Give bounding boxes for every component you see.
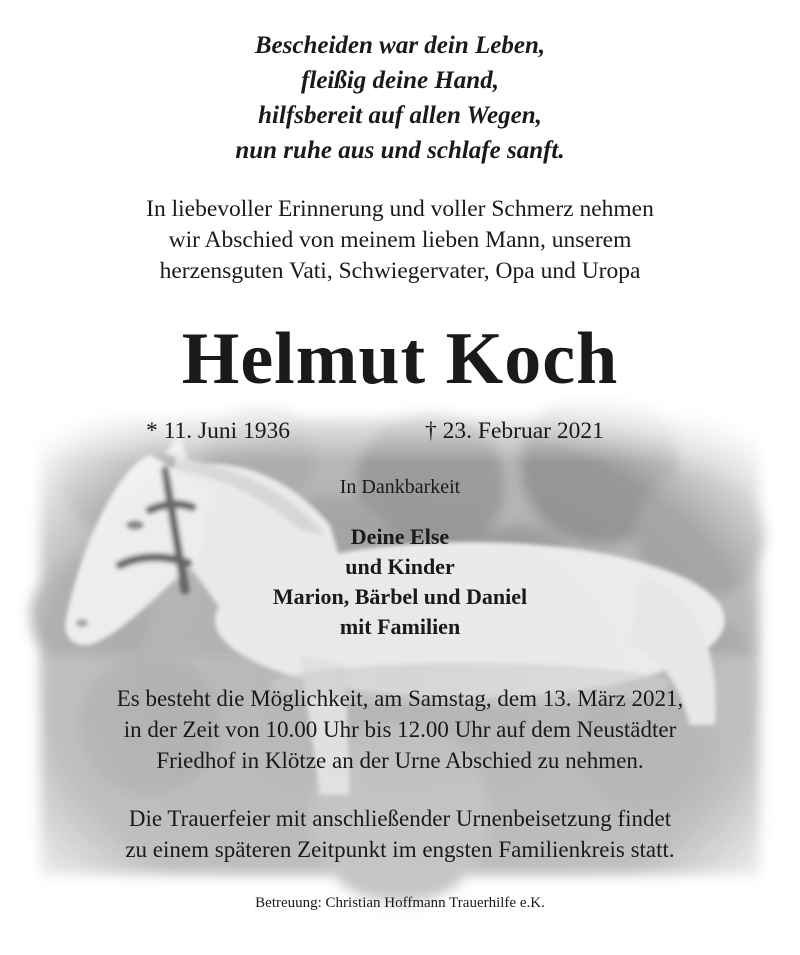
- signer-line: Deine Else: [350, 524, 450, 549]
- verse-line: nun ruhe aus und schlafe sanft.: [235, 137, 565, 164]
- note-line: zu einem späteren Zeitpunkt im engsten Familienkreis statt.: [125, 837, 675, 862]
- note-line: Friedhof in Klötze an der Urne Abschied zu nehmen.: [156, 748, 644, 773]
- mourners-signature: [0, 522, 800, 642]
- note-line: Die Trauerfeier mit anschließender Urnenbeisetzung findet: [128, 806, 672, 831]
- note-line: in der Zeit von 10.00 Uhr bis 12.00 Uhr auf dem Neustädter: [123, 717, 677, 742]
- verse-line: hilfsbereit auf allen Wegen,: [258, 102, 542, 129]
- signer-line: mit Familien: [339, 614, 461, 639]
- intro-line: wir Abschied von meinem lieben Mann, unserem: [168, 227, 632, 253]
- deceased-name: Helmut Koch: [181, 318, 619, 400]
- farewell-intro: [0, 194, 800, 287]
- intro-line: In liebevoller Erinnerung und voller Schmerz nehmen: [146, 196, 654, 222]
- verse-line: fleißig deine Hand,: [301, 67, 499, 94]
- signer-line: Marion, Bärbel und Daniel: [272, 584, 528, 609]
- note-line: Es besteht die Möglichkeit, am Samstag, dem 13. März 2021,: [116, 686, 684, 711]
- undertaker-credit: Betreuung: Christian Hoffmann Trauerhilfe e.K.: [255, 895, 545, 911]
- birth-date: * 11. Juni 1936: [146, 418, 291, 444]
- gratitude-line: In Dankbarkeit: [339, 476, 461, 498]
- intro-line: herzensguten Vati, Schwiegervater, Opa und Uropa: [159, 258, 641, 284]
- signer-line: und Kinder: [345, 554, 455, 579]
- verse-line: Bescheiden war dein Leben,: [254, 32, 546, 59]
- death-date: † 23. Februar 2021: [425, 418, 604, 444]
- funeral-note: [0, 803, 800, 865]
- urn-farewell-note: [0, 683, 800, 776]
- memorial-verse: [0, 28, 800, 168]
